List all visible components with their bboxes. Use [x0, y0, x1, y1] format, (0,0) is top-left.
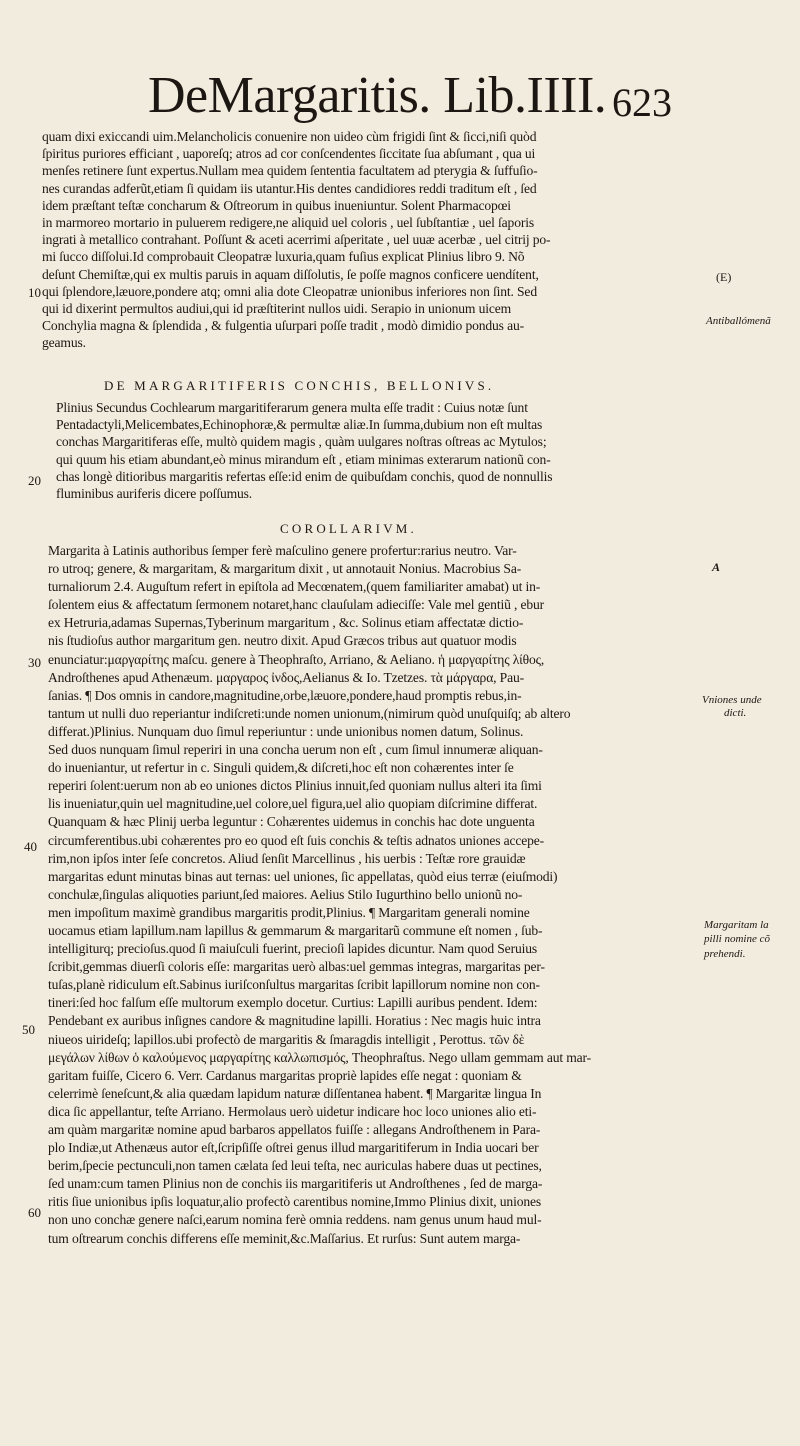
margin-note-antiballomena: Antiballómenã	[706, 315, 771, 327]
corollarium-line: ritis ſiue unionibus ipſis loquatur,alio profectò carentibus nomine,Immo Plinius dixit, uniones	[48, 1194, 542, 1210]
block1-line: geamus.	[42, 335, 86, 351]
corollarium-line: nis ſtudioſus author margaritum gen. neutro dixit. Apud Græcos tribus aut quatuor modis	[48, 633, 517, 649]
corollarium-line: non uno conchæ genere naſci,earum nomina ferè omnia reddens. nam genus unum haud mul-	[48, 1212, 542, 1228]
block1-line: menſes retinere ſunt expertus.Nullam mea quidem ſententia facultatem ad pterygia & ſuffuſio-	[42, 163, 538, 179]
paragraph-block-3	[48, 542, 708, 1248]
paragraph-block-1	[42, 128, 704, 351]
corollarium-line: Quanquam & hæc Plinij uerba leguntur : Cohærentes uidemus in conchis hac dote unguenta	[48, 814, 535, 830]
corollarium-line: dica ſic appellantur, teſte Arriano. Hermolaus uerò uidetur indicare hoc loco uniones alio eti-	[48, 1103, 537, 1119]
page-number: 623	[612, 80, 672, 125]
corollarium-line: reperiri ſolent:uerum non ab eo uniones dictos Plinius innuit,ſed quoniam nullus alteri ita ſimi	[48, 778, 542, 794]
corollarium-line: lis inueniatur,quin uel magnitudine,uel colore,uel figura,uel alio quopiam diſcrimine differat.	[48, 796, 538, 812]
bellonius-line: qui quum his etiam abundant,eò minus mirandum eſt , etiam minimas exterarum nationũ con-	[56, 451, 551, 467]
corollarium-line: rim,non ipſos inter ſeſe concretos. Aliud ſenſit Marcellinus , his uerbis : Teſtæ rore grauidæ	[48, 850, 526, 866]
corollarium-line: uocamus etiam lapillum.nam lapillus & gemmarum & margaritarũ commune eſt nomen , ſub-	[48, 922, 543, 938]
running-header	[148, 66, 708, 130]
margin-note-dicti: dicti.	[724, 707, 747, 719]
block1-line: Conchylia magna & ſplendida , & fulgentia uſurpari poſſe tradit , modò dimidio pondus au-	[42, 318, 524, 334]
corollarium-line: intelligiturq; precioſus.quod ſi maiuſculi fuerint, precioſi lapides dicuntur. Nam quod Seruius	[48, 941, 538, 957]
corollarium-line: ro utroq; genere, & margaritam, & margaritum dixit , ut annotauit Nonius. Macrobius Sa-	[48, 561, 522, 577]
corollarium-line: tineri:ſed hoc falſum eſſe multorum exemplo docetur. Curtius: Lapilli auribus pendent. Idem:	[48, 995, 538, 1011]
paragraph-block-2	[56, 399, 706, 502]
block1-line: deſunt Chemiſtæ,qui ex multis paruis in aquam diſſolutis, ſe poſſe magnos conficere uendítent,	[42, 266, 539, 282]
corollarium-line: tum oſtrearum conchis differens eſſe meminit,&c.Maſſarius. Et rurſus: Sunt autem marga-	[48, 1230, 521, 1246]
line-number-40: 40	[24, 839, 37, 854]
corollarium-line: turnaliorum 2.4. Auguſtum refert in epiſtola ad Mecœnatem,(quem familiariter amabat) ut in-	[48, 579, 541, 595]
corollarium-line: niueos uirideſq; lapillos.ubi profectò de margaritis & ſmaragdis intelligit , Perottus. τῶν δὲ	[48, 1031, 525, 1047]
corollarium-line: ſanias. ¶ Dos omnis in candore,magnitudine,orbe,læuore,pondere,haud promptis rebus,in-	[48, 687, 522, 703]
corollarium-line: tantum ut nulli duo reperiantur indiſcreti:unde nomen unionum,(nimirum quòd unuſquiſq; ab altero	[48, 705, 571, 721]
margin-letter-a: A	[712, 560, 721, 574]
bellonius-line: fluminibus auriferis dicere poſſumus.	[56, 485, 253, 501]
corollarium-line: Margarita à Latinis authoribus ſemper ferè maſculino genere profertur:rarius neutro. Var-	[48, 543, 517, 558]
corollarium-line: margaritas edunt minutas binas aut ternas: uel uniones, ſic appellatas, quòd eius terræ (eiuſmodi)	[48, 868, 558, 884]
line-number-50: 50	[22, 1022, 35, 1037]
corollarium-line: ſcribit,gemmas diuerſi coloris eſſe: margaritas uerò albas:uel gemmas integras, margaritas per-	[48, 959, 545, 975]
block1-line: nes curandas adferũt,etiam ſi quidam iis utantur.His dentes candidiores reddi traditum eſt , ſed	[42, 180, 537, 196]
block1-line: ingrati à metallico contrahant. Poſſunt & aceti acerrimi aſperitate , uel uuæ acerbæ , uel citrij po-	[42, 232, 551, 248]
corollarium-line: do inueniantur, ut refertur in c. Singuli quidem,& diſcreti,hoc eſt non cohærentes inter ſe	[48, 760, 514, 776]
margin-note-margaritam-2: pilli nomine cõ	[704, 933, 770, 945]
block1-line: ſpiritus puriores efficiant , uaporeſq; atros ad cor conſcendentes ſiccitate ſua abſumant , qua ui	[42, 146, 536, 162]
margin-note-uniones: Vniones unde	[702, 694, 762, 706]
corollarium-line: garitam fuiſſe, Cicero 6. Verr. Cardanus margaritas propriè lapides eſſe negat : quoniam &	[48, 1067, 522, 1083]
line-number-10: 10	[28, 285, 41, 300]
line-number-30: 30	[28, 655, 41, 670]
corollarium-line: Pendebant ex auribus inſignes candore & magnitudine lapilli. Horatius : Nec magis huic intra	[48, 1013, 541, 1029]
line-number-60: 60	[28, 1205, 41, 1220]
bellonius-line: Pentadactyli,Melicembates,Echinophoræ,& permultæ aliæ.In ſumma,dubium non eſt multas	[56, 417, 543, 433]
corollarium-line: conchulæ,ſingulas aliquoties pariunt,ſed maiores. Aelius Stilo Iugurthino bello unionũ no-	[48, 886, 523, 902]
block1-line: qui ſplendore,læuore,pondere atq; omni alia dote Cleopatræ unionibus inferiores non ſint. Sed	[42, 283, 537, 299]
corollarium-line: am quàm margaritæ nomine apud barbaros appellatos fuiſſe : allegans Androſthenem in Para-	[48, 1122, 541, 1137]
block1-line: in marmoreo mortario in puluerem redigere,ne aliquid uel coloris , uel ſubſtantiæ , uel ſaporis	[42, 214, 534, 230]
corollarium-line: ſed unam:cum tamen Plinius non de conchis iis margaritiferis ut Androſthenes , ſed de marga-	[48, 1176, 543, 1192]
line-number-20: 20	[28, 473, 41, 488]
corollarium-line: men impoſitum maximè grandibus margaritis prodit,Plinius. ¶ Margaritam generali nomine	[48, 904, 530, 920]
bellonius-line: conchas Margaritiferas eſſe, multò quidem magis , quàm uulgares noſtras oſtreas ac Mytulos;	[56, 434, 547, 450]
corollarium-line: Sed duos nunquam ſimul reperiri in una concha uerum non eſt , cum ſimul innumeræ aliquan-	[48, 742, 543, 758]
corollarium-line: circumferentibus.ubi cohærentes pro eo quod eſt ſuis conchis & teſtis adnatos uniones accepe-	[48, 832, 545, 848]
corollarium-line: celerrimè ſeneſcunt,& alia quædam lapidum naturæ diſſentanea habent. ¶ Margaritæ lingua In	[48, 1085, 542, 1101]
corollarium-line: tuſas,planè ridiculum eſt.Sabinus iuriſconſultus margaritas ſcribit lapillorum nomine non con-	[48, 977, 540, 993]
block1-line: qui id dixerint permultos audiui,qui id præſtiterint nullos uidi. Serapio in unionum uicem	[42, 300, 512, 316]
corollarium-line: Androſthenes apud Athenæum. μαργαρος ἰνδος,Aelianus & Io. Tzetzes. τὰ μάργαρα, Pau-	[48, 669, 524, 685]
corollarium-line: μεγάλων λίθων ὁ καλούμενος μαργαρίτης καλλωπισμός, Theophraſtus. Nego ullam gemmam aut mar-	[48, 1049, 592, 1065]
page-title: DeMargaritis. Lib.IIII.	[148, 67, 607, 124]
bellonius-line: chas longè ditioribus margaritis refertas eſſe:id enim de quibuſdam conchis, quod de nonnullis	[56, 468, 553, 484]
corollarium-line: enunciatur:μαργαρίτης maſcu. genere à Theophraſto, Arriano, & Aeliano. ἡ μαργαρίτης λίθος,	[48, 651, 545, 667]
corollarium-line: ex Hetruria,adamas Supernas,Tyberinum margaritum , &c. Solinus etiam affectatæ dictio-	[48, 615, 524, 631]
section-heading-corollarium: COROLLARIVM.	[280, 521, 417, 536]
corollarium-line: plo Indiæ,ut Athenæus autor eſt,ſcripſiſſe oſtrei genus illud margaritiferum in India uocari ber	[48, 1140, 539, 1156]
margin-note-margaritam-3: prehendi.	[704, 948, 746, 960]
margin-note-margaritam-1: Margaritam la	[704, 919, 769, 931]
section-heading-bellonius: DE MARGARITIFERIS CONCHIS, BELLONIVS.	[104, 378, 495, 393]
corollarium-line: differat.)Plinius. Nunquam duo ſimul reperiuntur : unde unionibus nomen datum, Solinus.	[48, 723, 524, 739]
margin-letter-e: (E)	[716, 270, 732, 284]
block1-line: idem præſtant teſtæ concharum & Oſtreorum in quibus inueniuntur. Solent Pharmacopœi	[42, 197, 511, 213]
corollarium-line: berim,ſpecie pectunculi,non tamen cælata ſed leui teſta, nec auriculas habere duas ut pectines,	[48, 1158, 542, 1174]
corollarium-line: ſolentem eius & affectatum ſermonem notaret,hanc clauſulam adieciſſe: Vale mel gentiũ , ebur	[48, 597, 545, 613]
bellonius-line: Plinius Secundus Cochlearum margaritiferarum genera multa eſſe tradit : Cuius notæ ſunt	[56, 400, 528, 415]
block1-line: quam dixi exiccandi uim.Melancholicis conuenire non uideo cùm frigidi ſint & ſicci,niſi quòd	[42, 129, 537, 144]
block1-line: mi ſucco diſſolui.Id comprobauit Cleopatræ luxuria,quam fuſius explicat Plinius libro 9. Nõ	[42, 249, 525, 265]
